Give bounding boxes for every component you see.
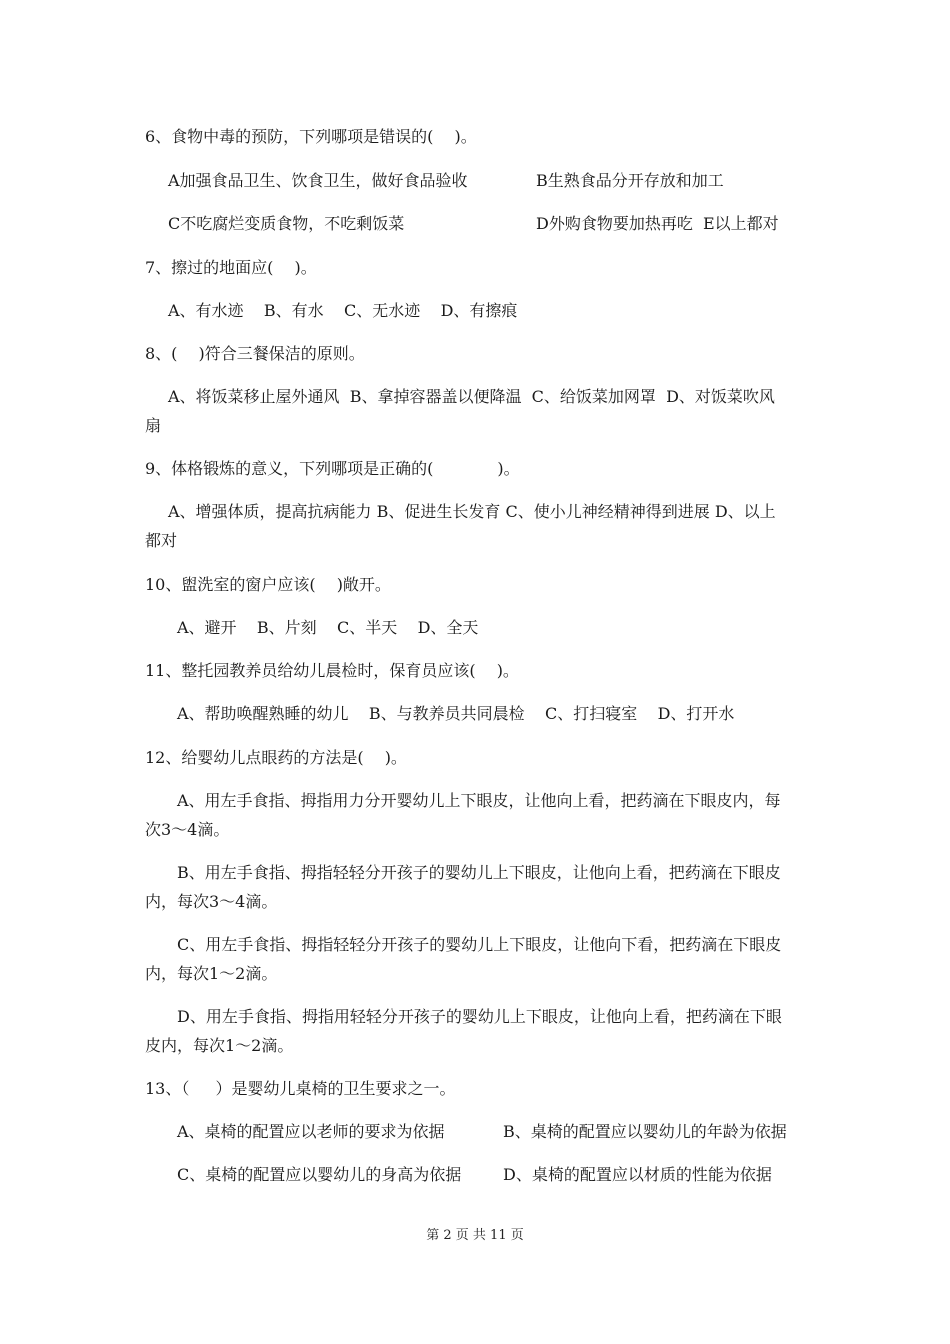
question-10-stem: 10、盥洗室的窗户应该( )敞开。 (145, 575, 391, 594)
question-12-option-c: C、用左手食指、拇指轻轻分开孩子的婴幼儿上下眼皮，让他向下看，把药滴在下眼皮 (177, 935, 782, 954)
question-13-option-d: D、桌椅的配置应以材质的性能为依据 (503, 1165, 772, 1184)
question-12-option-d-wrap: 皮内，每次1～2滴。 (145, 1036, 294, 1055)
question-6-stem: 6、食物中毒的预防，下列哪项是错误的( )。 (145, 127, 477, 146)
page-number-footer: 第 2 页 共 11 页 (426, 1228, 524, 1243)
question-7-stem: 7、擦过的地面应( )。 (145, 258, 317, 277)
question-9-options: A、增强体质，提高抗病能力 B、促进生长发育 C、使小儿神经精神得到进展 D、以上 (168, 502, 776, 521)
question-12-option-b: B、用左手食指、拇指轻轻分开孩子的婴幼儿上下眼皮，让他向上看，把药滴在下眼皮 (177, 863, 781, 882)
question-13-option-a: A、桌椅的配置应以老师的要求为依据 (177, 1122, 445, 1141)
question-12-option-c-wrap: 内，每次1～2滴。 (145, 964, 278, 983)
question-6-option-d: D外购食物要加热再吃 E以上都对 (536, 214, 779, 233)
question-13-option-c: C、桌椅的配置应以婴幼儿的身高为依据 (177, 1165, 462, 1184)
question-13-option-b: B、桌椅的配置应以婴幼儿的年龄为依据 (503, 1122, 787, 1141)
question-7-options: A、有水迹 B、有水 C、无水迹 D、有擦痕 (168, 301, 518, 320)
question-8-options-wrap: 扇 (145, 416, 162, 435)
question-6-option-c: C不吃腐烂变质食物，不吃剩饭菜 (168, 214, 405, 233)
question-12-option-b-wrap: 内，每次3～4滴。 (145, 892, 278, 911)
question-6-option-b: B生熟食品分开存放和加工 (536, 171, 724, 190)
question-6-option-a: A加强食品卫生、饮食卫生，做好食品验收 (168, 171, 468, 190)
question-12-option-a-wrap: 次3～4滴。 (145, 820, 230, 839)
question-12-option-d: D、用左手食指、拇指用轻轻分开孩子的婴幼儿上下眼皮，让他向上看，把药滴在下眼 (177, 1007, 782, 1026)
question-9-stem: 9、体格锻炼的意义，下列哪项是正确的( )。 (145, 459, 520, 478)
question-10-options: A、避开 B、片刻 C、半天 D、全天 (177, 618, 479, 637)
question-13-stem: 13、（ ）是婴幼儿桌椅的卫生要求之一。 (145, 1079, 456, 1098)
question-9-options-wrap: 都对 (145, 531, 178, 550)
question-12-option-a: A、用左手食指、拇指用力分开婴幼儿上下眼皮，让他向上看，把药滴在下眼皮内，每 (177, 791, 781, 810)
question-11-stem: 11、整托园教养员给幼儿晨检时，保育员应该( )。 (145, 661, 519, 680)
question-12-stem: 12、给婴幼儿点眼药的方法是( )。 (145, 748, 407, 767)
question-8-stem: 8、( )符合三餐保洁的原则。 (145, 344, 365, 363)
question-8-options: A、将饭菜移止屋外通风 B、拿掉容器盖以便降温 C、给饭菜加网罩 D、对饭菜吹风 (168, 387, 775, 406)
question-11-options: A、帮助唤醒熟睡的幼儿 B、与教养员共同晨检 C、打扫寝室 D、打开水 (177, 704, 735, 723)
